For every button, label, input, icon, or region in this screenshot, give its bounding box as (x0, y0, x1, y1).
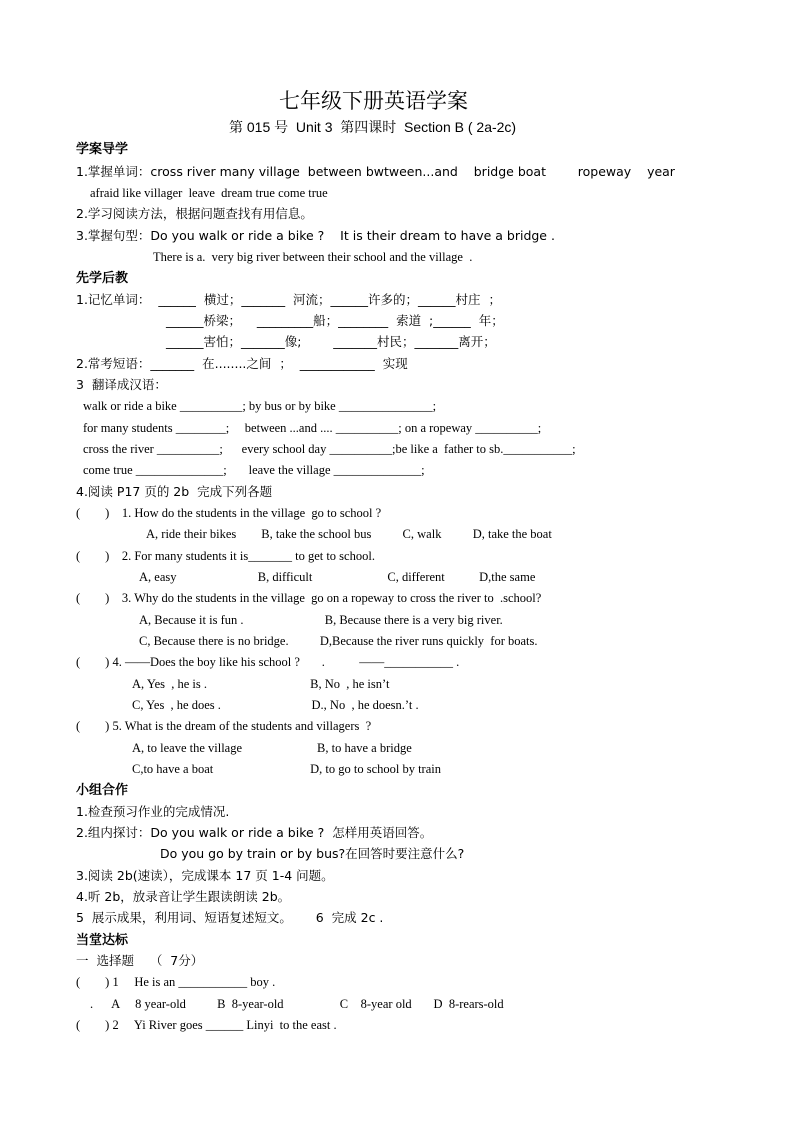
translate-line-1: walk or ride a bike __________; by bus or by bike _______________; (83, 399, 437, 413)
question-3-options-a: A, Because it is fun . B, Because there is a very big river. (139, 613, 503, 627)
section-heading-prelearn: 先学后教 (76, 271, 129, 286)
question-3-options-b: C, Because there is no bridge. D,Because the river runs quickly for boats. (139, 634, 538, 648)
guide-line-2: 2.学习阅读方法，根据问题查找有用信息。 (76, 206, 313, 221)
translate-heading: 3 翻译成汉语： (76, 377, 167, 392)
question-5: ( ) 5. What is the dream of the students and villagers ? (76, 719, 372, 733)
page-subtitle: 第 015 号 Unit 3 第四课时 Section B ( 2a-2c) (229, 119, 517, 135)
group-line-2: 2.组内探讨：Do you walk or ride a bike ? 怎样用英语回答。 (76, 825, 433, 840)
practice-question-1-options: . A 8 year-old B 8-year-old C 8-year old D 8-rears-old (90, 997, 504, 1011)
question-1-options: A, ride their bikes B, take the school bus C, walk D, take the boat (146, 527, 552, 541)
guide-line-3: 3.掌握句型：Do you walk or ride a bike ? It is their dream to have a bridge . (76, 228, 555, 243)
memory-words-2: ______桥梁； _________船；________ 索道 ;______ 年； (166, 313, 504, 328)
translate-line-2: for many students ________; between ...and .... __________; on a ropeway __________; (83, 421, 542, 435)
translate-line-3: cross the river __________; every school day __________;be like a father to sb.___________; (83, 442, 576, 456)
group-line-1: 1.检查预习作业的完成情况. (76, 804, 230, 819)
question-5-options-a: A, to leave the village B, to have a bridge (132, 741, 412, 755)
group-line-4: 4.听 2b，放录音让学生跟读朗读 2b。 (76, 889, 291, 904)
guide-line-3b: There is a. very big river between their school and the village . (153, 250, 473, 264)
practice-heading: 一 选择题 （ 7分） (76, 953, 204, 968)
question-2: ( ) 2. For many students it is_______ to get to school. (76, 549, 375, 563)
reading-heading: 4.阅读 P17 页的 2b 完成下列各题 (76, 484, 273, 499)
guide-line-1b: afraid like villager leave dream true come true (90, 186, 328, 200)
question-4: ( ) 4. ——Does the boy like his school ? . ——___________ . (76, 655, 460, 669)
group-line-3: 3.阅读 2b(速读），完成课本 17 页 1-4 问题。 (76, 868, 334, 883)
guide-line-1: 1.掌握单词：cross river many village between bwtween...and bridge boat ropeway year (76, 164, 675, 179)
question-1: ( ) 1. How do the students in the village go to school ? (76, 506, 382, 520)
question-3: ( ) 3. Why do the students in the village go on a ropeway to cross the river to .school? (76, 591, 542, 605)
practice-question-1: ( ) 1 He is an ___________ boy . (76, 975, 276, 989)
section-heading-group: 小组合作 (76, 783, 129, 798)
group-line-2b: Do you go by train or by bus?在回答时要注意什么? (160, 846, 465, 861)
question-4-options-a: A, Yes , he is . B, No , he isn’t (132, 677, 390, 691)
common-phrases: 2.常考短语：_______ 在........之间 ； ____________ 实现 (76, 356, 408, 371)
memory-words-3: ______害怕；_______像; _______村民；_______离开； (166, 334, 496, 349)
page-title: 七年级下册英语学案 (279, 89, 468, 113)
group-line-5: 5 展示成果，利用词、短语复述短文。 6 完成 2c . (76, 910, 384, 925)
memory-words-1: 1.记忆单词： ______ 横过；_______ 河流；______许多的；______村庄 ； (76, 292, 501, 307)
practice-question-2: ( ) 2 Yi River goes ______ Linyi to the east . (76, 1018, 337, 1032)
section-heading-guide: 学案导学 (76, 142, 129, 157)
section-heading-practice: 当堂达标 (76, 933, 129, 948)
question-5-options-b: C,to have a boat D, to go to school by train (132, 762, 441, 776)
translate-line-4: come true ______________; leave the village ______________; (83, 463, 425, 477)
question-4-options-b: C, Yes , he does . D., No , he doesn.’t . (132, 698, 419, 712)
question-2-options: A, easy B, difficult C, different D,the same (139, 570, 536, 584)
